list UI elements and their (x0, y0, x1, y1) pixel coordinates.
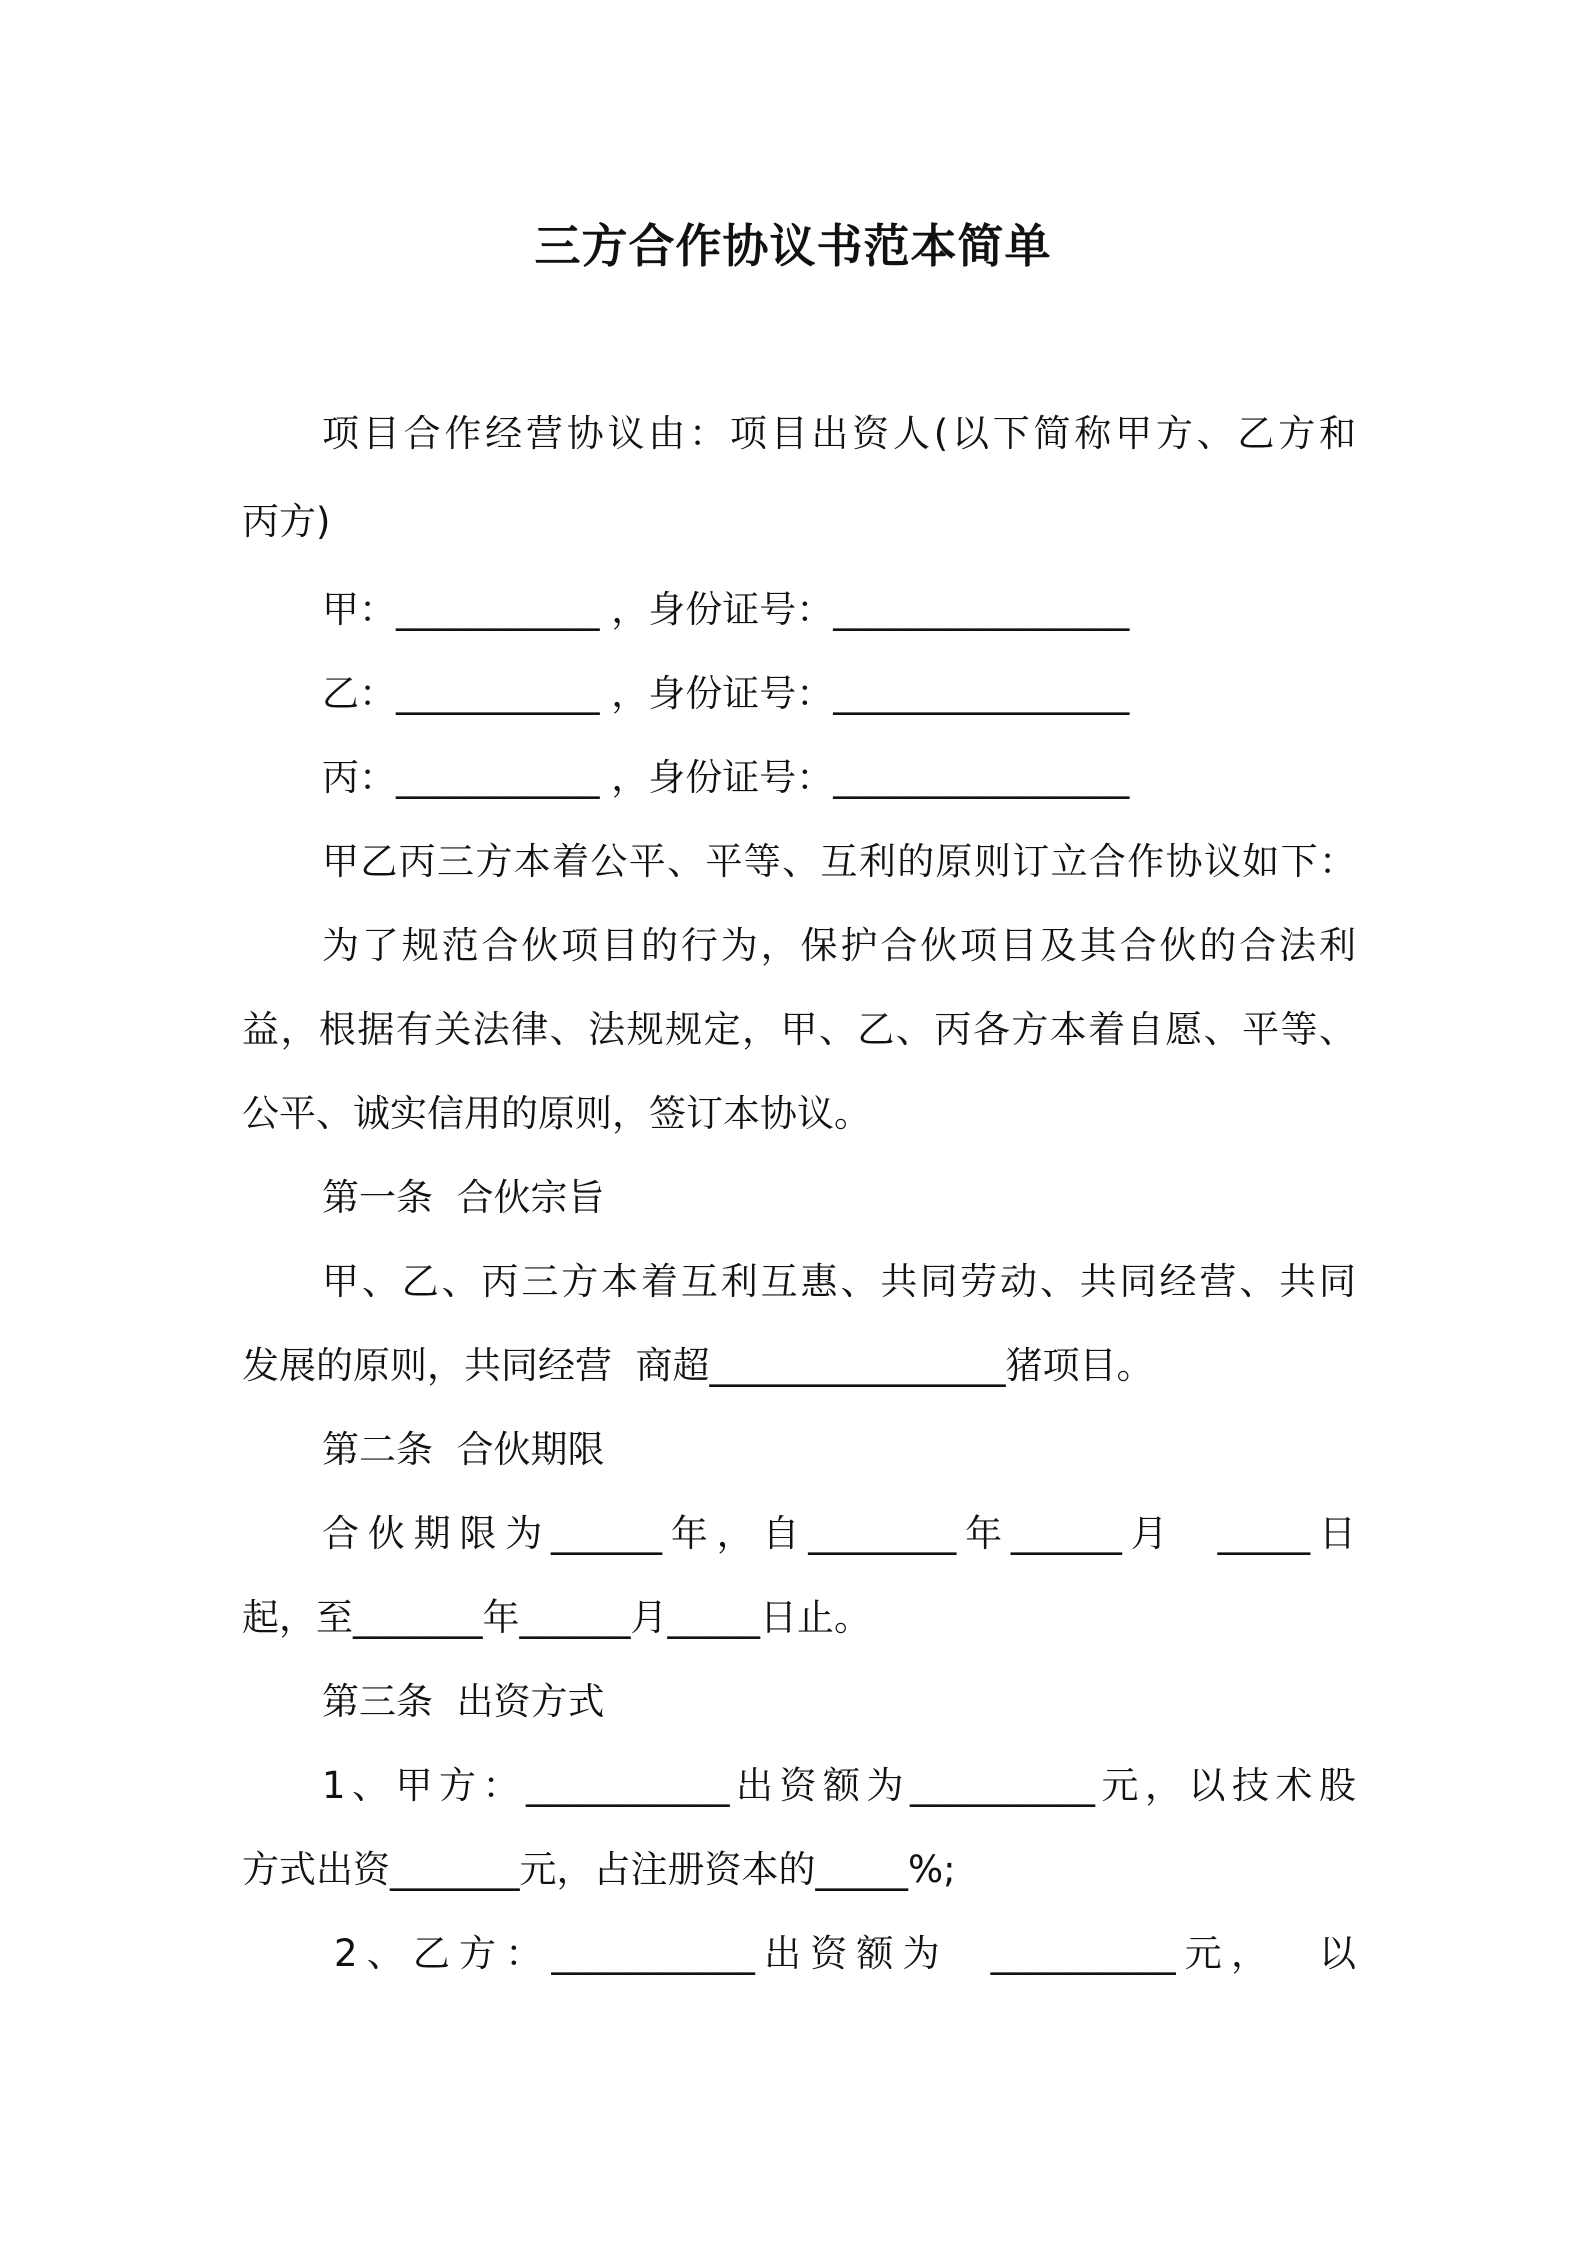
article-2-line-2: 起，至_______年______月_____日止。 (242, 1596, 871, 1639)
intro-line-2: 丙方) (242, 500, 331, 543)
party-c-line: 丙：___________ ，身份证号：________________ (322, 756, 1130, 799)
article-2-heading: 第二条 合伙期限 (322, 1428, 605, 1471)
party-a-line: 甲：___________ ，身份证号：________________ (322, 588, 1130, 631)
intro-line-1: 项目合作经营协议由：项目出资人(以下简称甲方、乙方和 (322, 412, 1356, 455)
purpose-line-2: 益，根据有关法律、法规规定，甲、乙、丙各方本着自愿、平等、 (242, 1008, 1356, 1051)
article-3-line-2: 方式出资_______元，占注册资本的_____%; (242, 1848, 956, 1891)
party-b-line: 乙：___________ ，身份证号：________________ (322, 672, 1130, 715)
principle-line: 甲乙丙三方本着公平、平等、互利的原则订立合作协议如下： (322, 840, 1356, 883)
article-3-line-3: 2、乙方：___________出资额为 __________元， 以 (334, 1932, 1356, 1975)
purpose-line-1: 为了规范合伙项目的行为，保护合伙项目及其合伙的合法利 (322, 924, 1356, 967)
article-2-line-1: 合伙期限为______年，自________年______月 _____日 (322, 1512, 1356, 1555)
article-3-line-1: 1、甲方：___________出资额为__________元，以技术股 (322, 1764, 1356, 1807)
document-title: 三方合作协议书范本简单 (534, 219, 1052, 273)
article-1-heading: 第一条 合伙宗旨 (322, 1176, 605, 1219)
purpose-line-3: 公平、诚实信用的原则，签订本协议。 (242, 1092, 871, 1135)
article-3-heading: 第三条 出资方式 (322, 1680, 605, 1723)
article-1-line-2: 发展的原则，共同经营 商超________________猪项目。 (242, 1344, 1154, 1387)
article-1-line-1: 甲、乙、丙三方本着互利互惠、共同劳动、共同经营、共同 (322, 1260, 1356, 1303)
